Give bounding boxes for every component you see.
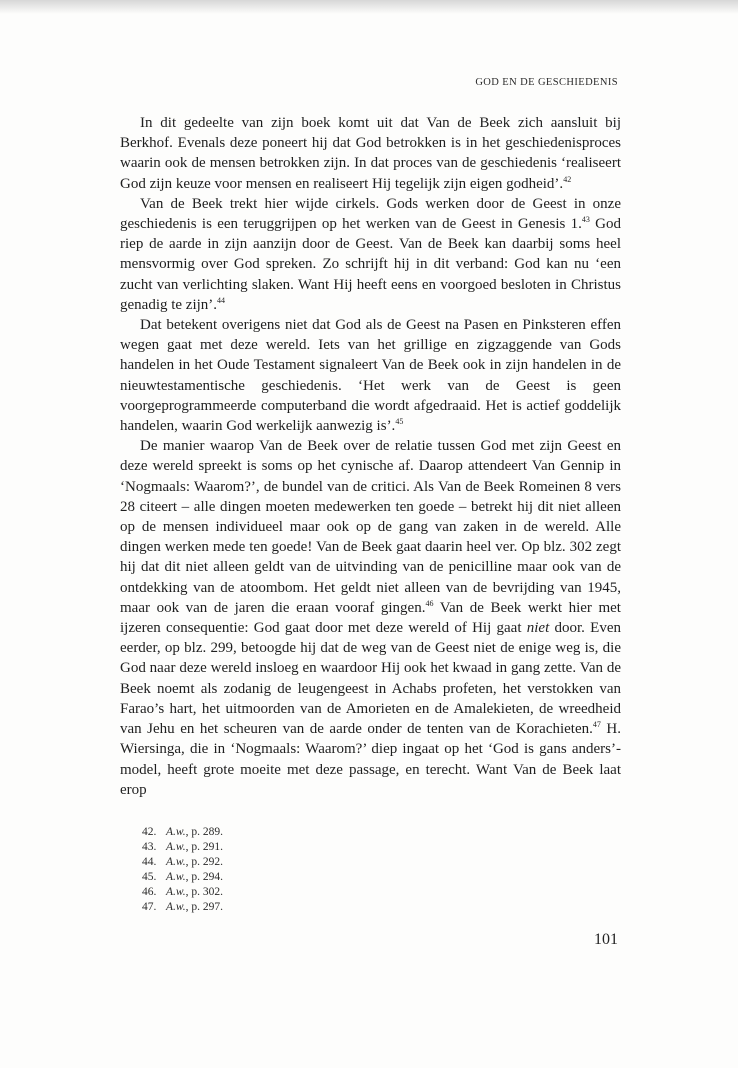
scan-shadow bbox=[0, 0, 738, 14]
footnote: 43. A.w. , p. 291. bbox=[142, 841, 223, 854]
paragraph-3: Dat betekent overigens niet dat God als de Geest na Pasen en Pinksteren effen wegen gaat met deze wereld. Iets van het grillige en zigzaggende van Gods handelen in het Oude Testament signaleert Van de Beek ook in zijn handelen in de nieuwtestamentische geschiedenis. ‘Het werk van de Geest is geen voorgeprogrammeerde computerband die wordt afgedraaid. Het is actief goddelijk handelen, waarin God werkelijk aanwezig is’.$^{45}$ bbox=[120, 317, 621, 435]
footnote-ref-47: 47 bbox=[592, 720, 601, 730]
footnote-ref-43: 43 bbox=[581, 215, 590, 225]
body-text bbox=[120, 113, 621, 800]
emphasis-niet: niet bbox=[526, 620, 550, 637]
footnote: 47. A.w. , p. 297. bbox=[142, 901, 223, 914]
footnote: 45. A.w. , p. 294. bbox=[142, 871, 223, 884]
paragraph-4: De manier waarop Van de Beek over de relatie tussen God met zijn Geest en deze wereld spreekt is soms op het cynische af. Daarop attendeert Van Gennip in ‘Nogmaals: Waarom?’, de bundel van de critici. Als Van de Beek Romeinen 8 vers 28 citeert – alle dingen moeten medewerken ten goede – betrekt hij dit niet alleen op de mensen individueel maar ook op de gang van zaken in de wereld. Alle dingen werken mede ten goede! Van de Beek gaat daarin heel ver. Op blz. 302 zegt hij dat dit niet alleen geldt van de uitvinding van de penicilline maar ook van de ontdekking van de atoombom. Het geldt niet alleen van de bevrijding van 1945, maar ook van de jaren die eraan vooraf gingen.$^{46}$ Van de Beek werkt hier met ijzeren consequentie: God gaat door met deze wereld of Hij gaat niet door. Even eerder, op blz. 299, betoogde hij dat de weg van de Geest niet de enige weg is, die God naar deze wereld insloeg en waardoor Hij ook het kwaad in gang zette. Van de Beek noemt als zodanig de leugengeest in Achabs profeten, het verstokken van Farao’s hart, het uitmoorden van de Amorieten en de Amalekieten, de wreedheid van Jehu en het scheuren van de aarde onder de tenten van de Korachieten.$^{47}$ H. Wiersinga, die in ‘Nogmaals: Waarom?’ diep ingaat op het ‘God is gans anders’-model, heeft grote moeite met deze passage, en terecht. Want Van de Beek laat erop bbox=[120, 438, 621, 798]
footnote-ref-46: 46 bbox=[425, 598, 434, 608]
page-number: 101 bbox=[594, 931, 618, 948]
running-head: GOD EN DE GESCHIEDENIS bbox=[475, 77, 618, 88]
paragraph-2: Van de Beek trekt hier wijde cirkels. Gods werken door de Geest in onze geschiedenis is een teruggrijpen op het werken van de Geest in Genesis 1.43 God riep de aarde in zijn aanzijn door de Geest. Van de Beek kan daarbij soms heel mensvormig over God spreken. Zo schrijft hij in dit verband: God kan nu ‘een zucht van verlichting slaken. Want Hij heeft eens en voorgoed besloten in Christus genadig te zijn’.$^{44}$ bbox=[120, 195, 621, 313]
footnote-ref-42: 42 bbox=[563, 174, 572, 184]
footnotes bbox=[142, 825, 442, 916]
paragraph-1: In dit gedeelte van zijn boek komt uit dat Van de Beek zich aansluit bij Berkhof. Evenals deze poneert hij dat God betrokken is in het geschiedenisproces waarin ook de mensen betrokken zijn. In dat proces van de geschiedenis ‘realiseert God zijn keuze voor mensen en realiseert Hij tegelijk zijn eigen godheid’.$^{42}$ bbox=[120, 115, 621, 192]
footnote: 46. A.w. , p. 302. bbox=[142, 886, 223, 899]
footnote: 44. A.w. , p. 292. bbox=[142, 856, 223, 869]
footnote: 42. A.w. , p. 289. bbox=[142, 826, 223, 838]
footnote-ref-45: 45 bbox=[395, 417, 404, 427]
footnote-ref-44: 44 bbox=[217, 295, 226, 305]
